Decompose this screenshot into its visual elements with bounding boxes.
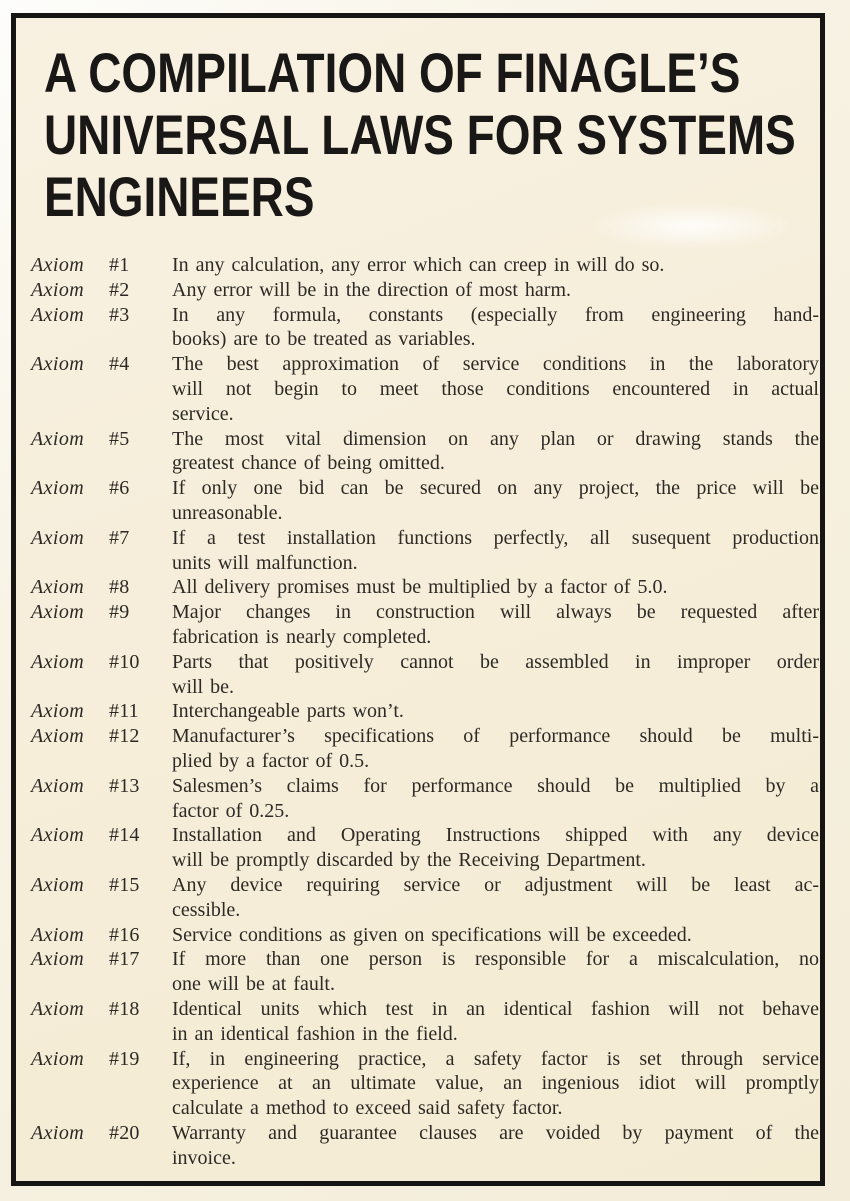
- axiom-text: [172, 650, 820, 700]
- axiom-text: [172, 427, 820, 477]
- axiom-number: #15: [109, 873, 140, 896]
- title-line-3: ENGINEERS: [44, 165, 315, 228]
- axiom-row: [31, 997, 820, 1047]
- axiom-label: Axiom: [31, 873, 85, 896]
- title-line-1: A COMPILATION OF FINAGLE’S: [44, 41, 741, 104]
- axiom-text: [172, 947, 820, 997]
- page-title: [44, 42, 820, 228]
- axiom-number: #8: [109, 576, 130, 599]
- axiom-text-line: units will malfunction.: [172, 551, 358, 574]
- axiom-text-line: Interchangeable parts won’t.: [172, 700, 404, 723]
- axiom-row: [31, 823, 820, 873]
- axiom-row: [31, 427, 820, 477]
- axiom-number: #6: [109, 477, 130, 500]
- axiom-text: [172, 303, 820, 353]
- axiom-row: [31, 600, 820, 650]
- axiom-number: #20: [109, 1121, 140, 1144]
- axiom-row: [31, 303, 820, 353]
- axiom-row: [31, 1047, 820, 1121]
- axiom-text: [172, 823, 820, 873]
- axiom-row: [31, 253, 820, 278]
- axiom-text-line: factor of 0.25.: [172, 799, 290, 822]
- axiom-label: Axiom: [31, 650, 85, 673]
- axiom-number: #2: [109, 278, 130, 301]
- axiom-text-line: will be promptly discarded by the Receiving Department.: [172, 849, 646, 872]
- axiom-text: [172, 1121, 820, 1171]
- axiom-number: #19: [109, 1047, 140, 1070]
- axiom-label: Axiom: [31, 303, 85, 326]
- axiom-row: [31, 774, 820, 824]
- axiom-row: [31, 947, 820, 997]
- axiom-row: [31, 923, 820, 948]
- axiom-label: Axiom: [31, 1121, 85, 1144]
- axiom-text-line: Salesmen’s claims for performance should be multiplied by a: [172, 774, 819, 797]
- page-border-frame: [11, 13, 825, 1186]
- axiom-label: Axiom: [31, 254, 85, 276]
- axiom-text-line: service.: [172, 402, 234, 425]
- axiom-text-line: cessible.: [172, 898, 241, 921]
- axiom-text-line: Installation and Operating Instructions shipped with any device: [172, 824, 819, 847]
- axiom-text-line: books) are to be treated as variables.: [172, 328, 476, 351]
- axiom-label: Axiom: [31, 427, 85, 450]
- axiom-label: Axiom: [31, 576, 85, 599]
- axiom-number: #17: [109, 948, 140, 971]
- axiom-text: [172, 476, 820, 526]
- axiom-text: [172, 600, 820, 650]
- axiom-number: #9: [109, 601, 130, 624]
- axiom-text-line: one will be at fault.: [172, 973, 335, 996]
- axiom-number: #10: [109, 650, 140, 673]
- axiom-list: [16, 253, 820, 1170]
- axiom-number: #5: [109, 427, 130, 450]
- axiom-text-line: Major changes in construction will always be requested after: [172, 601, 819, 624]
- axiom-text-line: Warranty and guarantee clauses are voided by payment of the: [172, 1121, 819, 1144]
- axiom-row: [31, 526, 820, 576]
- axiom-text-line: Any device requiring service or adjustment will be least ac-: [172, 873, 819, 896]
- axiom-text-line: experience at an ultimate value, an ingenious idiot will promptly: [172, 1072, 819, 1095]
- axiom-text-line: Parts that positively cannot be assembled in improper order: [172, 650, 819, 673]
- axiom-row: [31, 724, 820, 774]
- axiom-text-line: unreasonable.: [172, 501, 283, 524]
- axiom-row: [31, 575, 820, 600]
- axiom-row: [31, 873, 820, 923]
- axiom-text: [172, 873, 820, 923]
- axiom-number: #12: [109, 725, 140, 748]
- axiom-text: [172, 526, 820, 576]
- axiom-text: [172, 699, 820, 724]
- axiom-text: [172, 997, 820, 1047]
- axiom-text: [172, 724, 820, 774]
- axiom-text-line: If a test installation functions perfectly, all susequent production: [172, 526, 819, 549]
- axiom-text: [172, 774, 820, 824]
- axiom-number: #14: [109, 824, 140, 847]
- axiom-label: Axiom: [31, 601, 85, 624]
- axiom-text-line: will not begin to meet those conditions encountered in actual: [172, 377, 819, 400]
- axiom-label: Axiom: [31, 278, 85, 301]
- axiom-text-line: greatest chance of being omitted.: [172, 452, 445, 475]
- axiom-text-line: If, in engineering practice, a safety factor is set through service: [172, 1047, 819, 1070]
- axiom-label: Axiom: [31, 1047, 85, 1070]
- axiom-label: Axiom: [31, 824, 85, 847]
- axiom-label: Axiom: [31, 477, 85, 500]
- axiom-row: [31, 1121, 820, 1171]
- axiom-text: [172, 278, 820, 303]
- axiom-text-line: plied by a factor of 0.5.: [172, 749, 370, 772]
- axiom-text-line: The most vital dimension on any plan or drawing stands the: [172, 427, 819, 450]
- axiom-label: Axiom: [31, 353, 85, 376]
- axiom-text-line: If more than one person is responsible for a miscalculation, no: [172, 948, 819, 971]
- axiom-text-line: calculate a method to exceed said safety factor.: [172, 1097, 563, 1120]
- axiom-text: [172, 1047, 820, 1121]
- axiom-row: [31, 352, 820, 426]
- axiom-number: #3: [109, 303, 130, 326]
- title-line-2: UNIVERSAL LAWS FOR SYSTEMS: [44, 103, 796, 166]
- axiom-text-line: Any error will be in the direction of most harm.: [172, 278, 572, 301]
- axiom-number: #13: [109, 774, 140, 797]
- axiom-text-line: Manufacturer’s specifications of performance should be multi-: [172, 725, 819, 748]
- axiom-number: #18: [109, 997, 140, 1020]
- axiom-text-line: If only one bid can be secured on any project, the price will be: [172, 477, 819, 500]
- axiom-text-line: invoice.: [172, 1146, 236, 1169]
- axiom-row: [31, 278, 820, 303]
- axiom-text: [172, 923, 820, 948]
- axiom-row: [31, 650, 820, 700]
- axiom-row: [31, 476, 820, 526]
- axiom-text-line: will be.: [172, 675, 234, 698]
- axiom-label: Axiom: [31, 725, 85, 748]
- axiom-text-line: fabrication is nearly completed.: [172, 625, 432, 648]
- axiom-row: [31, 699, 820, 724]
- axiom-number: #16: [109, 923, 140, 946]
- axiom-text: [172, 575, 820, 600]
- axiom-text-line: In any calculation, any error which can creep in will do so.: [172, 254, 665, 276]
- axiom-text-line: In any formula, constants (especially from engineering hand-: [172, 303, 819, 326]
- axiom-text: [172, 253, 820, 278]
- axiom-number: #11: [109, 700, 139, 723]
- axiom-label: Axiom: [31, 997, 85, 1020]
- axiom-text-line: All delivery promises must be multiplied by a factor of 5.0.: [172, 576, 668, 599]
- axiom-label: Axiom: [31, 948, 85, 971]
- axiom-text-line: Identical units which test in an identical fashion will not behave: [172, 997, 819, 1020]
- axiom-number: #7: [109, 526, 130, 549]
- axiom-number: #1: [109, 254, 130, 276]
- axiom-label: Axiom: [31, 923, 85, 946]
- axiom-text-line: Service conditions as given on specifications will be exceeded.: [172, 923, 692, 946]
- axiom-label: Axiom: [31, 774, 85, 797]
- axiom-label: Axiom: [31, 526, 85, 549]
- axiom-text-line: The best approximation of service conditions in the laboratory: [172, 353, 819, 376]
- axiom-text-line: in an identical fashion in the field.: [172, 1022, 458, 1045]
- axiom-number: #4: [109, 353, 130, 376]
- axiom-text: [172, 352, 820, 426]
- axiom-label: Axiom: [31, 700, 85, 723]
